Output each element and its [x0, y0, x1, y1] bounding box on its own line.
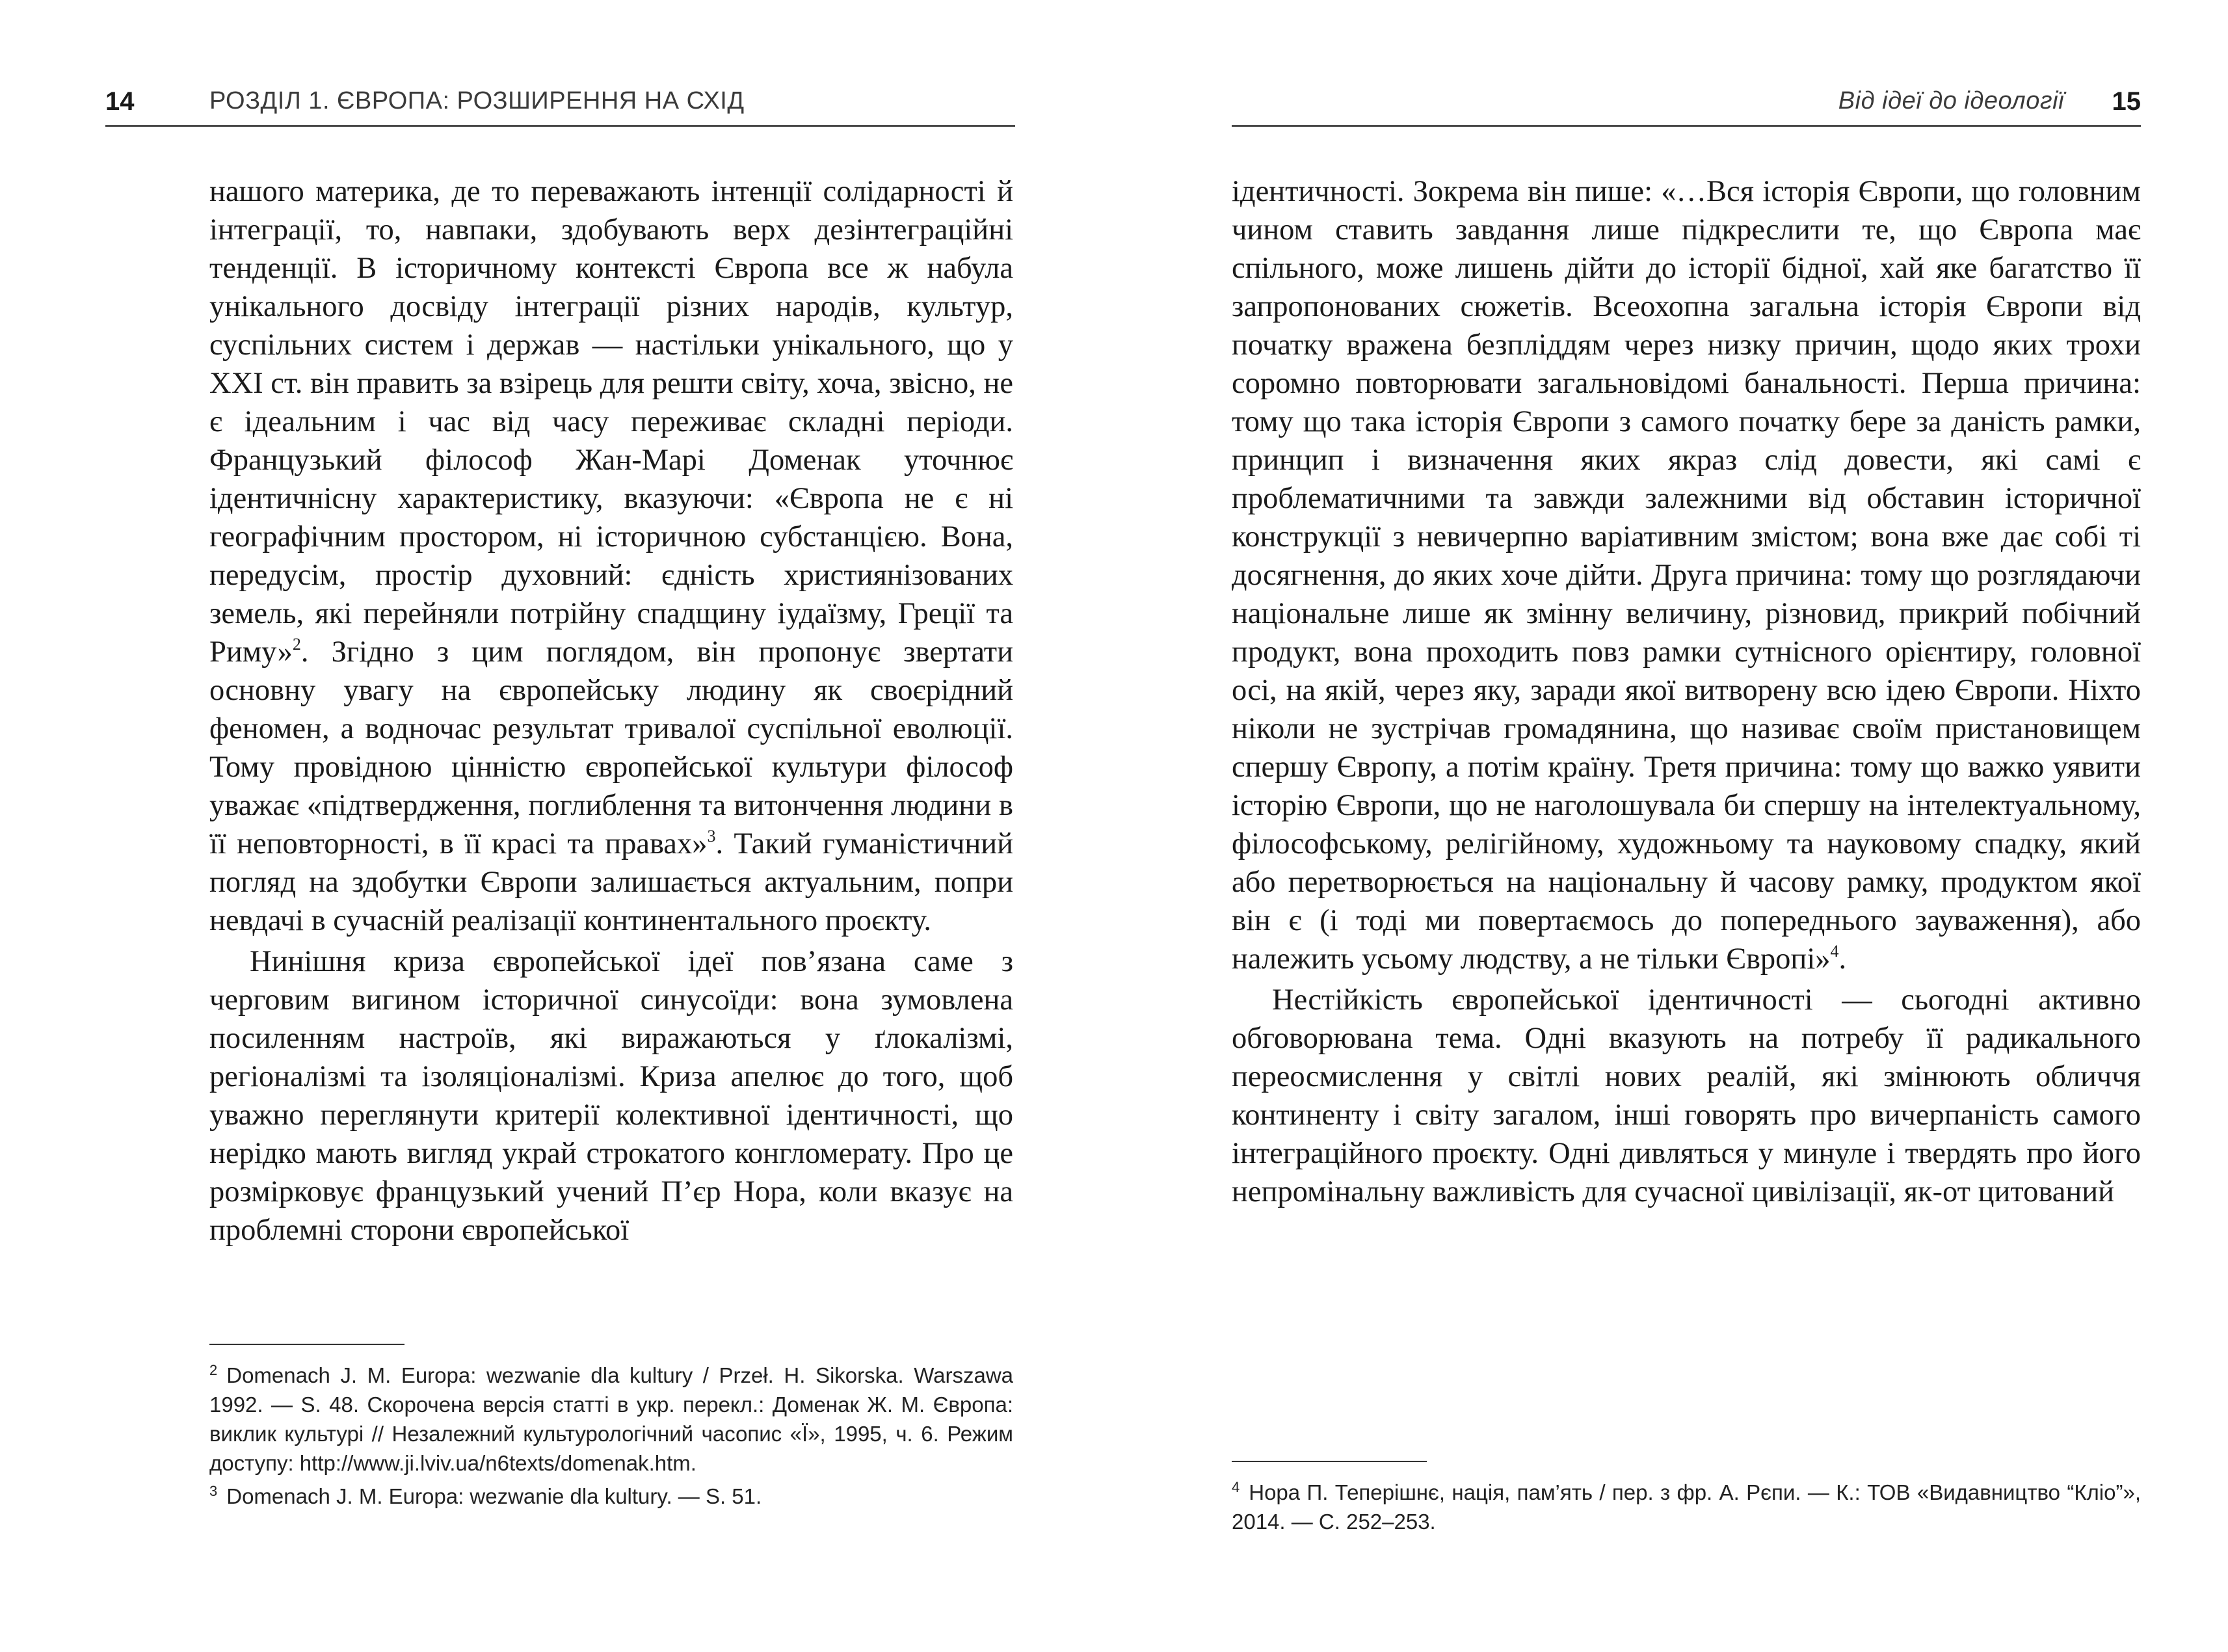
paragraph: ідентичності. Зокрема він пише: «…Вся історія Європи, що головним чином ставить завдання лише підкреслити те, що Європа має спільного, може лишень дійти до історії бідної, хай яке багатство її запропонованих сюжетів. Всеохопна загальна історія Європи від початку вражена безпліддям через низку причин, щодо яких трохи соромно повторювати загальновідомі банальності. Перша причина: тому що така історія Європи з самого початку бере за даність рамки, принцип і визначення яких якраз слід довести, які самі є проблематичними та завжди залежними від обставин історичної конструкції з невичерпно варіативним змістом; вона вже дає собі ті досягнення, до яких хоче дійти. Друга причина: тому що розглядаючи національне лише як змінну величину, різновид, прикрий побічний продукт, вона проходить повз рамки сутнісного орієнтиру, головної осі, на якій, через яку, заради якої витворену всю ідею Європи. Ніхто ніколи не зустрічав громадянина, що називає своїм пристановищем спершу Європу, а потім країну. Третя причина: тому що важко уявити історію Європи, що не наголошувала би спершу на інтелектуальному, філософському, релігійному, художньому та науковому спадку, який або перетворюється на національну й часову рамку, продуктом якої він є (і тоді ми повертаємось до попереднього зауваження), або належить усьому людству, а не тільки Європі»$^4$.	[1232, 175, 2141, 976]
footnote-divider	[209, 1344, 404, 1345]
paragraph: Нестійкість європейської ідентичності — сьогодні активно обговорювана тема. Одні вказують на потребу її радикального переосмислення у світлі нових реалій, які змінюють обличчя континенту і світу загалом, інші говорять про вичерпаність самого інтеграційного проєкту. Одні дивляться у минуле і твердять про його непромінальну важливість для сучасної цивілізації, як-от цитований	[1232, 983, 2141, 1208]
page-number: 14	[105, 87, 135, 116]
running-header	[1232, 83, 2141, 127]
footnote-divider	[1232, 1461, 1427, 1462]
running-header	[105, 83, 1015, 127]
footnote: $^2$ Domenach J. M. Europa: wezwanie dla kultury / Przeł. H. Sikorska. Warszawa 1992. — S. 48. Скорочена версія статті в укр. перекл.: Доменак Ж. М. Європа: виклик культурі // Незалежний культурологічний часопис «Ї», 1995, ч. 6. Режим доступу: http://www.ji.lviv.ua/n6texts/domenak.htm.	[209, 1362, 1013, 1475]
page-number: 15	[2112, 87, 2141, 116]
chapter-title: РОЗДІЛ 1. ЄВРОПА: РОЗШИРЕННЯ НА СХІД	[209, 87, 745, 114]
right-page	[1114, 0, 2228, 1652]
footnote-ref: 4	[1830, 942, 1839, 961]
footnote-ref: 2	[292, 635, 301, 654]
footnote: $^3$ Domenach J. M. Europa: wezwanie dla kultury. — S. 51.	[209, 1483, 762, 1508]
footnotes	[209, 1361, 1013, 1515]
paragraph: Нинішня криза європейської ідеї пов’язана саме з черговим вигином історичної синусоїди: вона зумовлена посиленням настроїв, які виражаються у ґлокалізмі, регіоналізмі та ізоляціоналізмі. Криза апелює до того, щоб уважно переглянути критерії колективної ідентичності, що нерідко мають вигляд украй строкатого конгломерату. Про це розмірковує французький учений П’єр Нора, коли вказує на проблемні сторони європейської	[209, 945, 1013, 1247]
body-text	[209, 172, 1013, 1249]
footnote: $^4$ Нора П. Теперішнє, нація, пам’ять / пер. з фр. А. Рєпи. — К.: ТОВ «Видавництво “Кліо”», 2014. — С. 252–253.	[1232, 1479, 2141, 1534]
footnotes	[1232, 1478, 2141, 1540]
footnote-ref: 3	[707, 827, 716, 846]
section-title: Від ідеї до ідеології	[1838, 87, 2064, 114]
paragraph: нашого материка, де то переважають інтенції солідарності й інтеграції, то, навпаки, здобувають верх дезінтеграційні тенденції. В історичному контексті Європа все ж набула унікального досвіду інтеграції різних народів, культур, суспільних систем і держав — настільки унікального, що у XXI ст. він править за взірець для решти світу, хоча, звісно, не є ідеальним і час від часу переживає складні періоди. Французький філософ Жан-Марі Доменак уточнює ідентичнісну характеристику, вказуючи: «Європа не є ні географічним простором, ні історичною субстанцією. Вона, передусім, простір духовний: єдність християнізованих земель, які перейняли потрійну спадщину іудаїзму, Греції та Риму»$^2$. Згідно з цим поглядом, він пропонує звертати основну увагу на європейську людину як своєрідний феномен, а водночас результат тривалої суспільної еволюції. Тому провідною цінністю європейської культури філософ уважає «підтвердження, поглиблення та витончення людини в її неповторності, в її красі та правах»$^3$. Такий гуманістичний погляд на здобутки Європи залишається актуальним, попри невдачі в сучасній реалізації континентального проєкту.	[209, 175, 1013, 937]
body-text	[1232, 172, 2141, 1211]
